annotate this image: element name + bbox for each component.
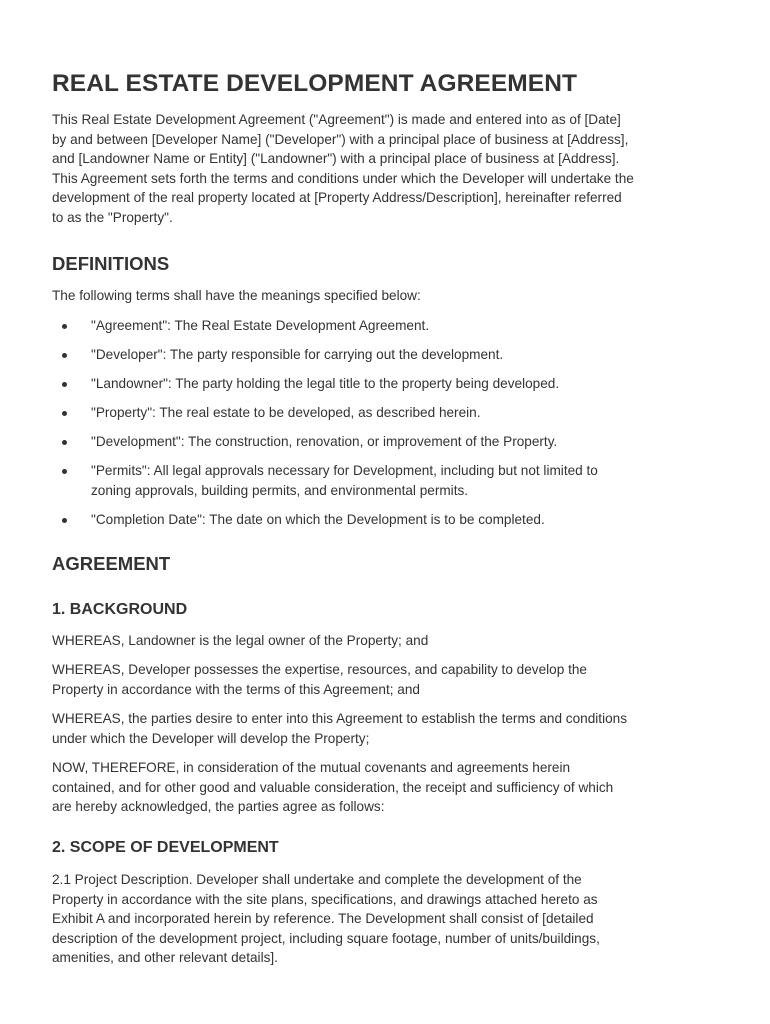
bullet-icon — [62, 324, 67, 329]
bullet-icon — [62, 469, 67, 474]
scope-paragraph: 2.1 Project Description. Developer shall undertake and complete the development of the Property in accordance with the site plans, specifications, and drawings attached hereto as Exhibit A and incorporated herein by reference. The Development shall consist of [detailed description of the development project, including square footage, number of units/buildings, amenities, and other relevant details]. — [52, 872, 600, 966]
definition-text: "Landowner": The party holding the legal title to the property being developed. — [91, 376, 560, 391]
background-paragraph: NOW, THEREFORE, in consideration of the mutual covenants and agreements herein contained, and for other good and valuable consideration, the receipt and sufficiency of which are hereby acknowledged, the parties agree as follows: — [52, 760, 614, 815]
background-paragraph: WHEREAS, Developer possesses the expertise, resources, and capability to develop the Property in accordance with the terms of this Agreement; and — [52, 662, 587, 697]
bullet-icon — [62, 382, 67, 387]
definition-text: "Developer": The party responsible for carrying out the development. — [91, 347, 504, 362]
agreement-heading: AGREEMENT — [52, 553, 171, 574]
background-paragraph: WHEREAS, the parties desire to enter into this Agreement to establish the terms and conditions under which the Developer will develop the Property; — [52, 711, 628, 746]
background-paragraph: WHEREAS, Landowner is the legal owner of the Property; and — [52, 633, 429, 648]
document-title: REAL ESTATE DEVELOPMENT AGREEMENT — [52, 70, 578, 97]
definition-text: "Property": The real estate to be developed, as described herein. — [91, 405, 481, 420]
scope-heading: 2. SCOPE OF DEVELOPMENT — [52, 839, 279, 856]
bullet-icon — [62, 353, 67, 358]
bullet-icon — [62, 411, 67, 416]
intro-paragraph: This Real Estate Development Agreement ("Agreement") is made and entered into as of [Date] by and between [Developer Name] ("Developer") with a principal place of business at [Address], and [Landowner Name or Entity] ("Landowner") with a principal place of business at [Address]. This Agreement sets forth the terms and conditions under which the Developer will undertake the development of the real property located at [Property Address/Description], hereinafter referred to as the "Property". — [52, 112, 634, 225]
definitions-lead: The following terms shall have the meanings specified below: — [52, 288, 421, 303]
bullet-icon — [62, 440, 67, 445]
background-heading: 1. BACKGROUND — [52, 601, 188, 618]
definition-text: "Permits": All legal approvals necessary for Development, including but not limited to zoning approvals, building permits, and environmental permits. — [91, 463, 598, 498]
definition-text: "Completion Date": The date on which the Development is to be completed. — [91, 512, 545, 527]
definition-text: "Agreement": The Real Estate Development Agreement. — [91, 318, 430, 333]
definitions-heading: DEFINITIONS — [52, 253, 170, 274]
definition-text: "Development": The construction, renovation, or improvement of the Property. — [91, 434, 558, 449]
bullet-icon — [62, 518, 67, 523]
